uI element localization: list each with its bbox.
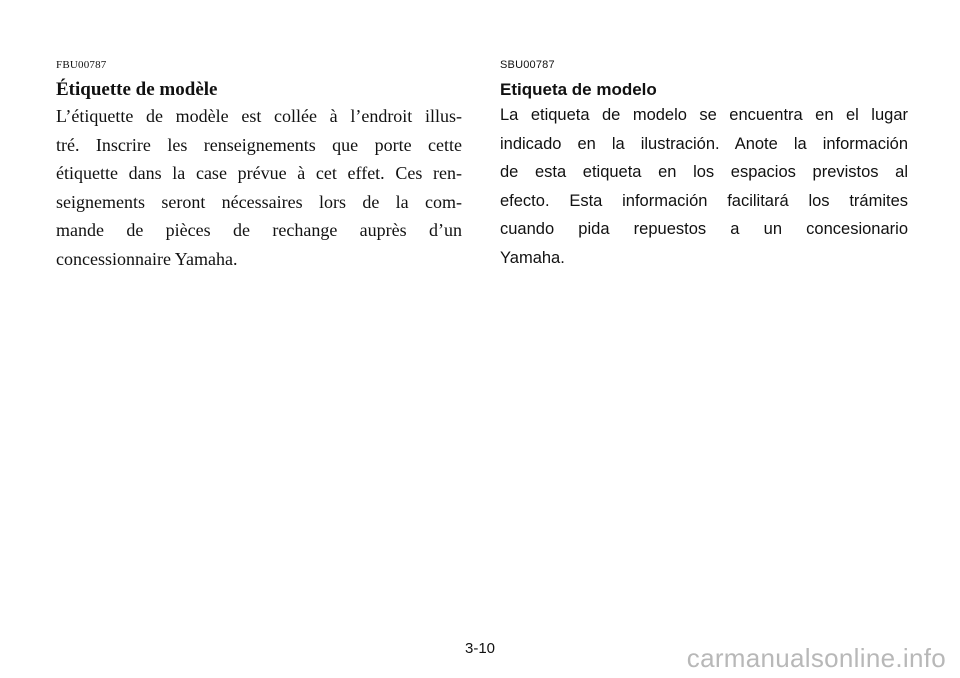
section-title: Étiquette de modèle xyxy=(56,79,218,100)
body-line: de esta etiqueta en los espacios previstos al xyxy=(500,163,908,182)
body-line: seignements seront nécessaires lors de la com- xyxy=(56,191,462,212)
body-line: Yamaha. xyxy=(500,248,565,267)
section-code: FBU00787 xyxy=(56,59,107,71)
spanish-section xyxy=(500,58,908,273)
body-line: cuando pida repuestos a un concesionario xyxy=(500,220,908,239)
body-line: concessionnaire Yamaha. xyxy=(56,248,238,269)
body-line: indicado en la ilustración. Anote la información xyxy=(500,134,908,153)
section-title: Etiqueta de modelo xyxy=(500,80,657,99)
body-line: L’étiquette de modèle est collée à l’endroit illus- xyxy=(56,106,462,126)
body-line: efecto. Esta información facilitará los trámites xyxy=(500,191,908,210)
page-number: 3-10 xyxy=(464,640,496,657)
body-line: tré. Inscrire les renseignements que porte cette xyxy=(56,134,462,155)
french-section xyxy=(56,58,462,274)
section-body xyxy=(500,101,908,273)
body-line: La etiqueta de modelo se encuentra en el lugar xyxy=(500,106,908,124)
body-line: étiquette dans la case prévue à cet effet. Ces ren- xyxy=(56,163,462,184)
section-body xyxy=(56,102,462,274)
watermark: carmanualsonline.info xyxy=(686,643,946,673)
section-code: SBU00787 xyxy=(500,59,555,71)
body-line: mande de pièces de rechange auprès d’un xyxy=(56,220,462,241)
